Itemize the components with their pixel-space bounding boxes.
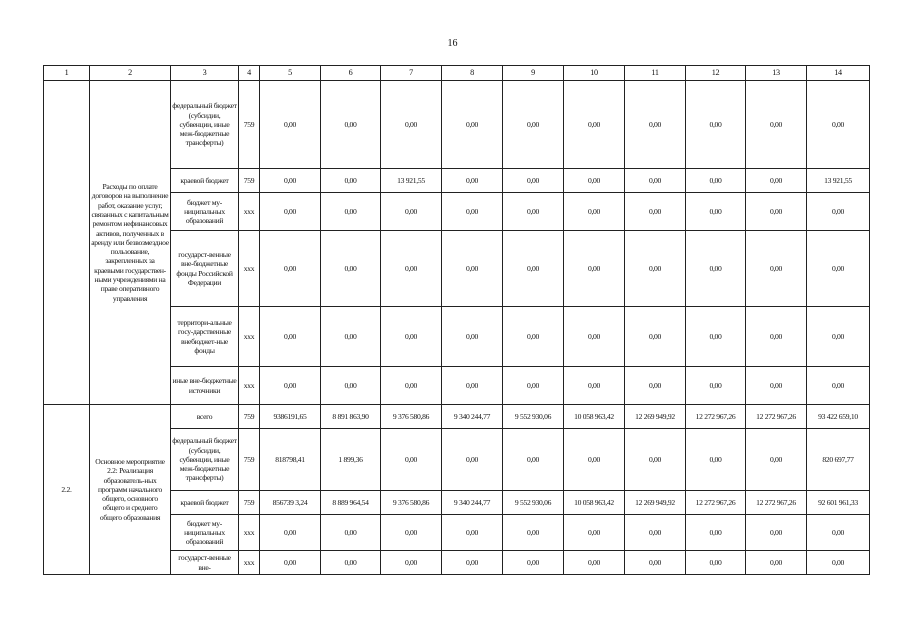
amount-cell: 0,00 [686,81,746,169]
amount-cell: 0,00 [807,367,870,405]
amount-cell: 0,00 [503,515,564,551]
amount-cell: 0,00 [807,515,870,551]
amount-cell: 0,00 [625,81,686,169]
amount-cell: 0,00 [442,231,503,307]
amount-cell: 12 272 967,26 [686,405,746,429]
amount-cell: 13 921,55 [807,169,870,193]
amount-cell: 0,00 [686,551,746,575]
column-number-header: 5 [260,66,321,81]
amount-cell: 0,00 [381,231,442,307]
amount-cell: 0,00 [503,193,564,231]
amount-cell: 8 891 863,90 [321,405,381,429]
amount-cell: 0,00 [686,169,746,193]
budget-code: 759 [239,405,260,429]
amount-cell: 92 601 961,33 [807,491,870,515]
amount-cell: 12 272 967,26 [686,491,746,515]
amount-cell: 0,00 [686,307,746,367]
amount-cell: 0,00 [564,231,625,307]
column-number-header: 3 [171,66,239,81]
amount-cell: 0,00 [503,429,564,491]
amount-cell: 0,00 [260,193,321,231]
amount-cell: 0,00 [321,551,381,575]
amount-cell: 0,00 [746,307,807,367]
amount-cell: 0,00 [686,193,746,231]
amount-cell: 0,00 [686,231,746,307]
amount-cell: 0,00 [625,551,686,575]
column-number-header: 4 [239,66,260,81]
column-number-header: 1 [44,66,90,81]
funding-source: территори-альные госу-дарственные внебюджет-ные фонды [171,307,239,367]
funding-source: иные вне-бюджетные источники [171,367,239,405]
amount-cell: 12 272 967,26 [746,491,807,515]
amount-cell: 0,00 [746,367,807,405]
row-index: 2.2. [44,405,90,575]
activity-description: Расходы по оплате договоров на выполнение работ, оказание услуг, связанных с капитальным ремонтом нефинансовых активов, полученных в аренду или безвозмездное пользование, закрепленных за краевыми государствен-ными учреждениями на праве оперативного управления [90,81,171,405]
amount-cell: 0,00 [260,81,321,169]
amount-cell: 0,00 [321,307,381,367]
amount-cell: 0,00 [564,169,625,193]
amount-cell: 0,00 [381,429,442,491]
funding-source: государст-венные вне-бюджетные фонды Российской Федерации [171,231,239,307]
amount-cell: 8 889 964,54 [321,491,381,515]
amount-cell: 0,00 [807,551,870,575]
amount-cell: 0,00 [503,231,564,307]
amount-cell: 0,00 [442,81,503,169]
amount-cell: 0,00 [260,307,321,367]
amount-cell: 0,00 [807,193,870,231]
amount-cell: 0,00 [625,193,686,231]
budget-code: xxx [239,193,260,231]
amount-cell: 0,00 [564,515,625,551]
amount-cell: 0,00 [746,81,807,169]
table-row [44,405,870,429]
amount-cell: 0,00 [564,367,625,405]
amount-cell: 0,00 [625,429,686,491]
header-row [44,66,870,81]
amount-cell: 13 921,55 [381,169,442,193]
column-number-header: 13 [746,66,807,81]
amount-cell: 0,00 [321,515,381,551]
amount-cell: 1 899,36 [321,429,381,491]
budget-code: 759 [239,169,260,193]
funding-source: всего [171,405,239,429]
budget-code: xxx [239,231,260,307]
amount-cell: 0,00 [686,367,746,405]
amount-cell: 0,00 [321,193,381,231]
funding-source: краевой бюджет [171,169,239,193]
amount-cell: 0,00 [381,81,442,169]
amount-cell: 0,00 [503,169,564,193]
amount-cell: 12 269 949,92 [625,405,686,429]
amount-cell: 0,00 [442,193,503,231]
amount-cell: 93 422 659,10 [807,405,870,429]
amount-cell: 9 376 580,86 [381,491,442,515]
budget-code: xxx [239,551,260,575]
budget-code: xxx [239,515,260,551]
amount-cell: 0,00 [442,169,503,193]
amount-cell: 9 552 930,06 [503,491,564,515]
funding-source: бюджет му-ниципальных образований [171,515,239,551]
amount-cell: 0,00 [260,515,321,551]
column-number-header: 7 [381,66,442,81]
amount-cell: 0,00 [746,551,807,575]
amount-cell: 9 340 244,77 [442,405,503,429]
amount-cell: 0,00 [321,81,381,169]
amount-cell: 0,00 [381,551,442,575]
amount-cell: 0,00 [807,307,870,367]
column-number-header: 12 [686,66,746,81]
amount-cell: 0,00 [625,367,686,405]
amount-cell: 0,00 [625,307,686,367]
amount-cell: 0,00 [625,231,686,307]
page-number: 16 [447,38,458,49]
amount-cell: 0,00 [260,551,321,575]
amount-cell: 856739 3,24 [260,491,321,515]
amount-cell: 0,00 [381,515,442,551]
funding-source: бюджет му-ниципальных образований [171,193,239,231]
amount-cell: 0,00 [746,429,807,491]
amount-cell: 10 058 963,42 [564,405,625,429]
amount-cell: 0,00 [503,81,564,169]
amount-cell: 0,00 [260,367,321,405]
column-number-header: 10 [564,66,625,81]
funding-source: федеральный бюджет (субсидии, субвенции, иные меж-бюджетные трансферты) [171,429,239,491]
amount-cell: 0,00 [564,81,625,169]
amount-cell: 0,00 [442,429,503,491]
amount-cell: 12 269 949,92 [625,491,686,515]
amount-cell: 0,00 [381,367,442,405]
amount-cell: 0,00 [442,515,503,551]
funding-source: федеральный бюджет (субсидии, субвенции, иные меж-бюджетные трансферты) [171,81,239,169]
amount-cell: 0,00 [260,169,321,193]
amount-cell: 0,00 [746,231,807,307]
amount-cell: 0,00 [381,307,442,367]
amount-cell: 0,00 [321,231,381,307]
budget-code: 759 [239,81,260,169]
budget-table [43,65,870,575]
column-number-header: 2 [90,66,171,81]
amount-cell: 818798,41 [260,429,321,491]
amount-cell: 0,00 [625,169,686,193]
amount-cell: 9 376 580,86 [381,405,442,429]
amount-cell: 0,00 [807,81,870,169]
budget-code: xxx [239,367,260,405]
funding-source: краевой бюджет [171,491,239,515]
amount-cell: 0,00 [564,307,625,367]
amount-cell: 10 058 963,42 [564,491,625,515]
amount-cell: 0,00 [625,515,686,551]
table-row [44,81,870,169]
amount-cell: 0,00 [321,169,381,193]
amount-cell: 0,00 [260,231,321,307]
amount-cell: 0,00 [381,193,442,231]
amount-cell: 9 340 244,77 [442,491,503,515]
column-number-header: 11 [625,66,686,81]
funding-source: государст-венные вне- [171,551,239,575]
amount-cell: 0,00 [442,367,503,405]
amount-cell: 820 697,77 [807,429,870,491]
budget-code: xxx [239,307,260,367]
amount-cell: 12 272 967,26 [746,405,807,429]
activity-description: Основное мероприятие 2.2: Реализация образователь-ных программ начального общего, основного общего и среднего общего образования [90,405,171,575]
amount-cell: 0,00 [746,193,807,231]
amount-cell: 9 552 930,06 [503,405,564,429]
amount-cell: 0,00 [746,169,807,193]
amount-cell: 0,00 [564,193,625,231]
amount-cell: 0,00 [746,515,807,551]
amount-cell: 9386191,65 [260,405,321,429]
amount-cell: 0,00 [564,551,625,575]
amount-cell: 0,00 [686,515,746,551]
column-number-header: 14 [807,66,870,81]
amount-cell: 0,00 [807,231,870,307]
budget-code: 759 [239,491,260,515]
column-number-header: 8 [442,66,503,81]
amount-cell: 0,00 [321,367,381,405]
amount-cell: 0,00 [503,551,564,575]
amount-cell: 0,00 [503,307,564,367]
budget-code: 759 [239,429,260,491]
column-number-header: 6 [321,66,381,81]
amount-cell: 0,00 [564,429,625,491]
row-index [44,81,90,405]
column-number-header: 9 [503,66,564,81]
amount-cell: 0,00 [686,429,746,491]
amount-cell: 0,00 [503,367,564,405]
amount-cell: 0,00 [442,307,503,367]
amount-cell: 0,00 [442,551,503,575]
